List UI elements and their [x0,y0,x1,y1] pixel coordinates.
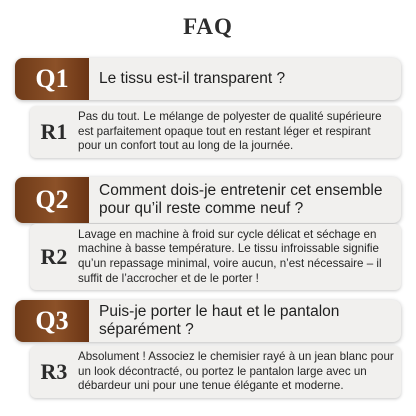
answer-label-1: R1 [40,119,68,144]
answer-card-1 [30,106,401,158]
page-title: FAQ [183,14,233,39]
question-badge-3: Q3 [15,300,89,342]
answer-card-3 [30,346,401,398]
answer-label-3: R3 [40,359,68,384]
question-text-2: Comment dois-je entretenir cet ensemble pour qu’il reste comme neuf ? [99,182,383,217]
answer-card-2 [30,224,401,290]
question-card-1 [15,58,401,100]
question-card-2 [15,177,401,223]
question-text-3: Puis-je porter le haut et le pantalon séparément ? [99,303,340,338]
question-badge-1: Q1 [15,58,89,100]
question-badge-2: Q2 [15,177,89,223]
answer-text-1: Pas du tout. Le mélange de polyester de qualité supérieure est parfaitement opaque tout en restant léger et respirant pour un confort tout au long de la journée. [78,110,382,153]
question-text-1: Le tissu est-il transparent ? [99,70,286,87]
answer-text-3: Absolument ! Associez le chemisier rayé à un jean blanc pour un look décontracté, ou portez le pantalon large avec un débardeur uni pour une tenue élégante et moderne. [78,350,394,393]
question-card-3 [15,300,401,342]
answer-label-2: R2 [40,244,68,269]
answer-text-2: Lavage en machine à froid sur cycle délicat et séchage en machine à basse température. Le tissu infroissable signifie qu’un repassage minimal, voire aucun, n’est nécessaire – il suffit de l’accrocher et de le porter ! [78,227,382,285]
